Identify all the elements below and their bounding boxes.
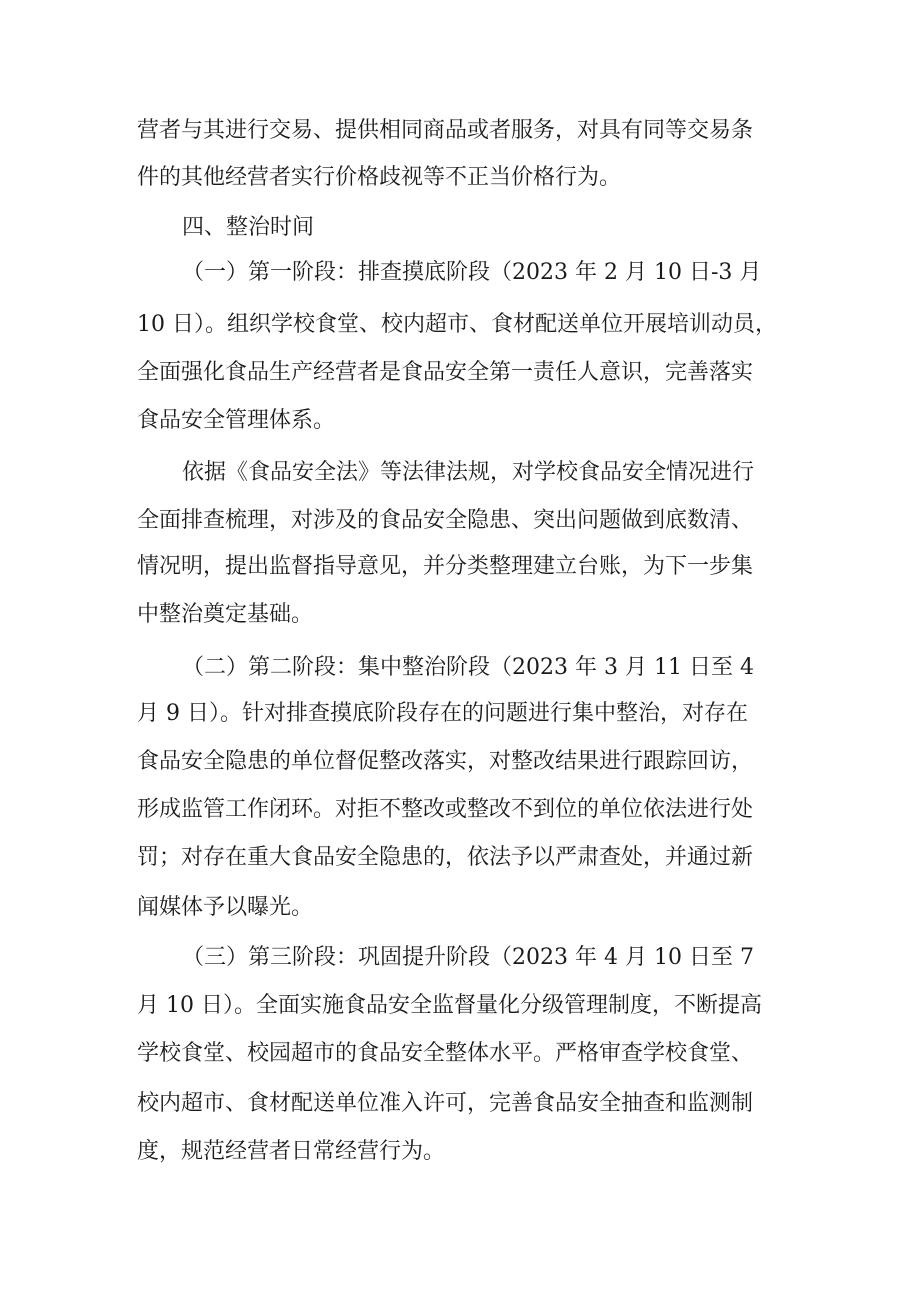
paragraph-line: 闻媒体予以曝光。 [137, 895, 314, 920]
paragraph-line: 学校食堂、校园超市的食品安全整体水平。严格审查学校食堂、 [137, 1041, 754, 1066]
paragraph-line: 月 9 日）。针对排查摸底阶段存在的问题进行集中整治，对存在 [137, 701, 748, 726]
paragraph-line: 全面排查梳理，对涉及的食品安全隐患、突出问题做到底数清、 [137, 508, 754, 533]
paragraph-line: 校内超市、食材配送单位准入许可，完善食品安全抽查和监测制 [137, 1091, 754, 1116]
paragraph-line: （二）第二阶段：集中整治阶段（2023 年 3 月 11 日至 4 [182, 655, 754, 680]
paragraph-line: 食品安全隐患的单位督促整改落实，对整改结果进行跟踪回访， [137, 749, 754, 774]
paragraph-line: 度，规范经营者日常经营行为。 [137, 1139, 446, 1164]
paragraph-line: 食品安全管理体系。 [137, 408, 336, 433]
paragraph-line: （一）第一阶段：排查摸底阶段（2023 年 2 月 10 日-3 月 [182, 260, 762, 285]
paragraph-line: 依据《食品安全法》等法律法规，对学校食品安全情况进行 [182, 460, 755, 485]
paragraph-line: 10 日）。组织学校食堂、校内超市、食材配送单位开展培训动员， [137, 312, 777, 337]
paragraph-line: 件的其他经营者实行价格歧视等不正当价格行为。 [137, 165, 622, 190]
paragraph-line: （三）第三阶段：巩固提升阶段（2023 年 4 月 10 日至 7 [182, 945, 754, 970]
paragraph-line: 形成监管工作闭环。对拒不整改或整改不到位的单位依法进行处 [137, 797, 754, 822]
paragraph-line: 罚；对存在重大食品安全隐患的，依法予以严肃查处，并通过新 [137, 845, 754, 870]
paragraph-line: 中整治奠定基础。 [137, 602, 314, 627]
section-heading: 四、整治时间 [182, 215, 315, 240]
paragraph-line: 营者与其进行交易、提供相同商品或者服务，对具有同等交易条 [137, 118, 754, 143]
paragraph-line: 月 10 日）。全面实施食品安全监督量化分级管理制度，不断提高 [137, 993, 762, 1018]
paragraph-line: 全面强化食品生产经营者是食品安全第一责任人意识，完善落实 [137, 360, 754, 385]
paragraph-line: 情况明，提出监督指导意见，并分类整理建立台账，为下一步集 [137, 554, 754, 579]
